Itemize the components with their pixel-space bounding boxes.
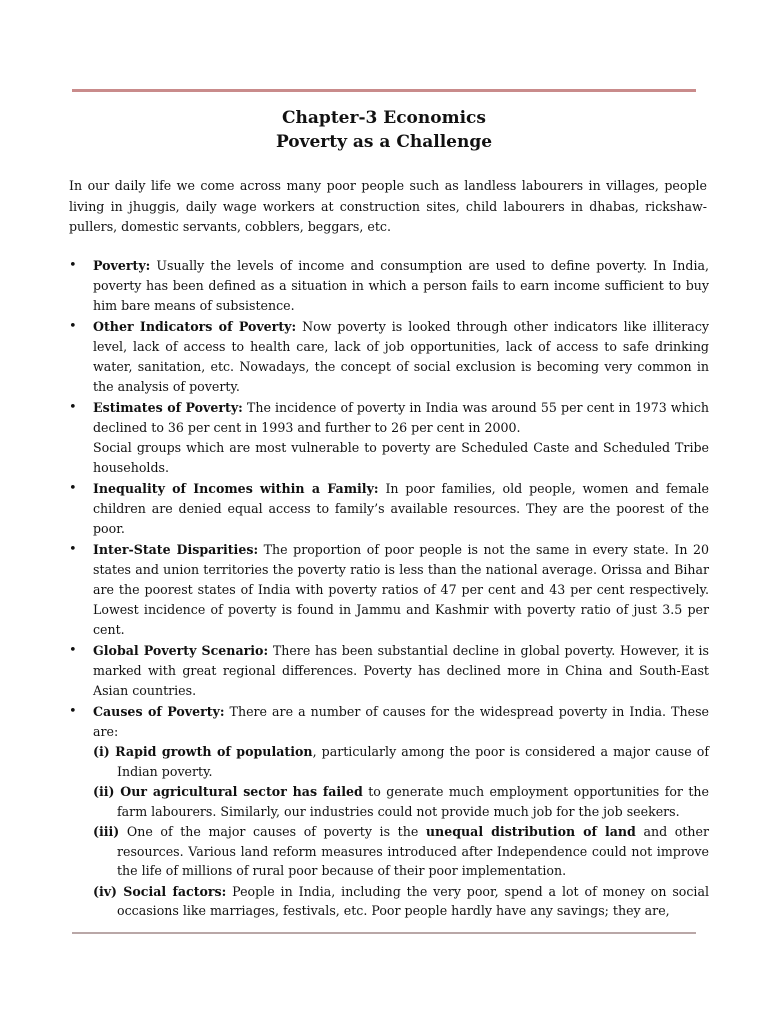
list-item-other-indicators <box>69 317 709 397</box>
item-label: Global Poverty Scenario: <box>93 643 269 658</box>
list-item-estimates <box>69 398 709 478</box>
item-text: Now poverty is looked through other indicators like illiteracy level, lack of access to health care, lack of job opportunities, lack of access to safe drinking water, sanitation, etc. Nowadays, the concept of social exclusion is becoming very common in the analysis of poverty. <box>93 319 709 394</box>
cause-text: , particularly among the poor is considered a major cause of Indian poverty. <box>117 744 709 779</box>
list-item-inequality <box>69 479 709 539</box>
cause-text: to generate much employment opportunities for the farm labourers. Similarly, our industries could not provide much job for the job seekers. <box>117 784 709 819</box>
causes-sublist <box>93 742 709 921</box>
top-divider <box>72 89 696 92</box>
list-item-causes <box>69 702 709 921</box>
page-title <box>0 106 768 154</box>
cause-tag: (i) Rapid growth of population <box>93 744 313 759</box>
bullet-icon: • <box>69 643 77 658</box>
cause-text: and other resources. Various land reform measures introduced after Independence could not improve the life of millions of rural poor because of their poor implementation. <box>117 824 709 878</box>
list-item-inter-state <box>69 540 709 640</box>
cause-item <box>93 742 709 781</box>
item-text: The proportion of poor people is not the same in every state. In 20 states and union territories the poverty ratio is less than the national average. Orissa and Bihar are the poorest states of India with poverty ratios of 47 per cent and 43 per cent respectively. Lowest incidence of poverty is found in Jammu and Kashmir with poverty ratio of just 3.5 per cent. <box>93 542 709 637</box>
cause-item <box>93 882 709 921</box>
bullet-icon: • <box>69 542 77 557</box>
item-text: In poor families, old people, women and female children are denied equal access to family’s available resources. They are the poorest of the poor. <box>93 481 709 536</box>
item-text: Usually the levels of income and consumption are used to define poverty. In India, poverty has been defined as a situation in which a person fails to earn income sufficient to buy him bare means of subsistence. <box>93 258 709 313</box>
bullet-icon: • <box>69 319 77 334</box>
intro-paragraph: In our daily life we come across many poor people such as landless labourers in villages, people living in jhuggis, daily wage workers at construction sites, child labourers in dhabas, rickshaw-pullers, domestic servants, cobblers, beggars, etc. <box>69 178 707 234</box>
list-item-global <box>69 641 709 701</box>
bullet-icon: • <box>69 704 77 719</box>
cause-emphasis: unequal distribution of land <box>425 824 636 839</box>
cause-tag: (iv) Social factors: <box>93 883 227 899</box>
bullet-icon: • <box>69 258 77 273</box>
item-label: Inter-State Disparities: <box>93 542 259 557</box>
cause-item <box>93 782 709 821</box>
bullet-icon: • <box>69 481 77 496</box>
item-extra-text: Social groups which are most vulnerable to poverty are Scheduled Caste and Scheduled Tribe households. <box>93 440 709 475</box>
list-item-poverty <box>69 256 709 316</box>
cause-tag: (iii) <box>93 824 120 839</box>
topic-heading: Poverty as a Challenge <box>275 132 493 152</box>
item-text: There has been substantial decline in global poverty. However, it is marked with great regional differences. Poverty has declined more in China and South-East Asian countries. <box>93 643 710 698</box>
item-text: The incidence of poverty in India was around 55 per cent in 1973 which declined to 36 per cent in 1993 and further to 26 per cent in 2000. <box>93 400 709 435</box>
item-label: Causes of Poverty: <box>93 704 225 719</box>
item-text: There are a number of causes for the widespread poverty in India. These are: <box>93 704 709 739</box>
bullet-icon: • <box>69 400 77 415</box>
topics-list <box>69 256 709 922</box>
cause-text: People in India, including the very poor, spend a lot of money on social occasions like marriages, festivals, etc. Poor people hardly have any savings; they are, <box>117 883 709 918</box>
cause-text-before: One of the major causes of poverty is the <box>119 824 426 839</box>
cause-tag: (ii) Our agricultural sector has failed <box>93 784 363 799</box>
item-label: Inequality of Incomes within a Family: <box>93 481 379 496</box>
item-label: Poverty: <box>93 258 151 273</box>
chapter-heading: Chapter-3 Economics <box>282 108 486 128</box>
item-label: Estimates of Poverty: <box>93 400 243 415</box>
bottom-divider <box>72 932 696 934</box>
item-label: Other Indicators of Poverty: <box>93 319 297 334</box>
cause-item <box>93 822 709 881</box>
